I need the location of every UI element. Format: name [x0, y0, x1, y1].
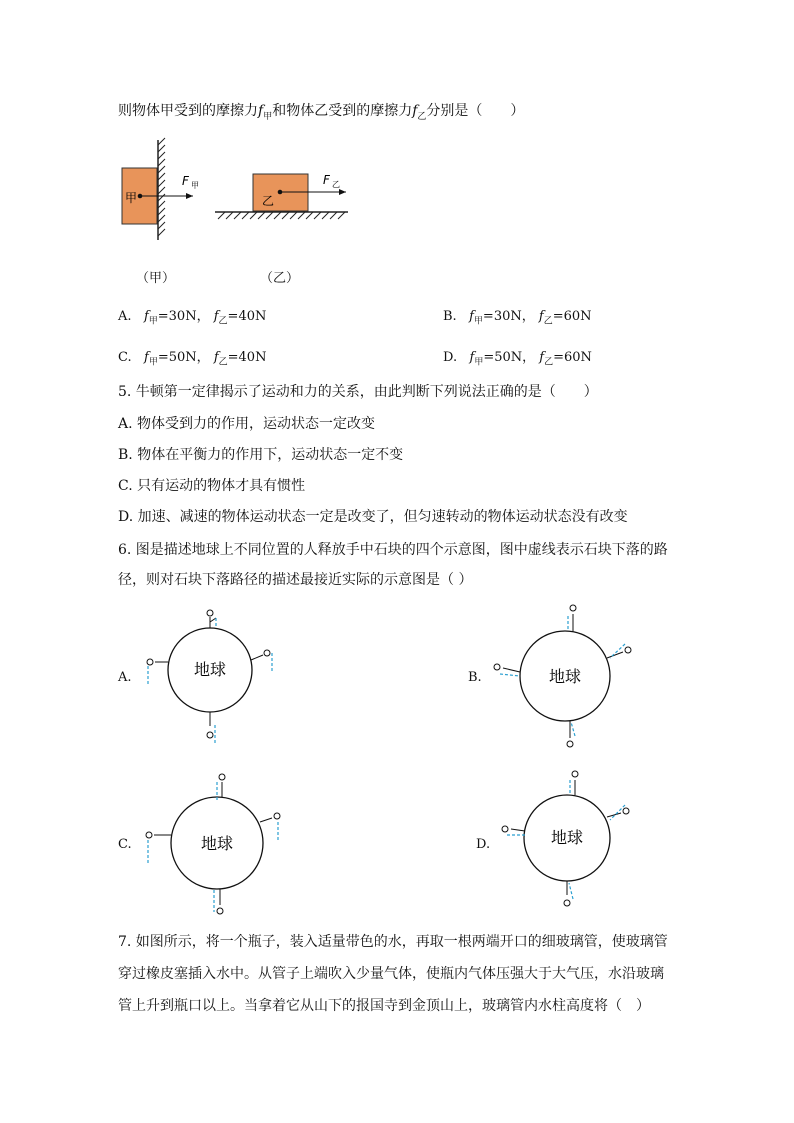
globe-diagram-a	[130, 600, 290, 750]
option-value-b: =40N	[227, 309, 267, 324]
option-label: A.	[118, 309, 132, 324]
q4-stem-part3: 分别是（ ）	[426, 103, 525, 119]
figure-yi	[215, 173, 348, 219]
person-bottom-c	[217, 889, 223, 914]
q4-stem-part1: 则物体甲受到的摩擦力	[118, 103, 258, 119]
globe-label-d: 地球	[550, 828, 584, 847]
q4-option-c[interactable]	[118, 346, 266, 368]
person-bottom-a	[207, 712, 213, 738]
globe-diagram-b	[485, 600, 645, 755]
sub-yi: 乙	[218, 316, 228, 327]
sub-yi: 乙	[543, 316, 553, 327]
block-yi-label: 乙	[262, 194, 275, 208]
sub-jia: 甲	[148, 357, 158, 368]
sub-jia: 甲	[263, 111, 273, 122]
force-label-jia: F	[182, 174, 189, 188]
path-right-d	[610, 805, 625, 820]
person-left-d	[502, 826, 525, 832]
q5-option-b[interactable]: B. 物体在平衡力的作用下，运动状态一定不变	[118, 447, 404, 463]
q6-option-a-label[interactable]: A.	[118, 670, 132, 685]
person-left-c	[146, 832, 171, 838]
q5-option-c[interactable]: C. 只有运动的物体才具有惯性	[118, 478, 306, 494]
f-symbol: f	[539, 350, 545, 365]
f-symbol: f	[144, 350, 149, 365]
person-top-a	[207, 610, 216, 628]
globe-label-a: 地球	[193, 660, 227, 679]
globe-label-b: 地球	[548, 667, 582, 686]
q4-stem-part2: 和物体乙受到的摩擦力	[272, 103, 413, 119]
q7-line2: 穿过橡皮塞插入水中。从管子上端吹入少量气体，使瓶内气体压强大于大气压，水沿玻璃	[118, 966, 664, 982]
q4-option-d[interactable]	[443, 346, 592, 368]
person-top-d	[572, 771, 578, 795]
f-symbol: f	[143, 309, 149, 324]
ground-hatch	[218, 212, 345, 219]
q7-line3: 管上升到瓶口以上。当拿着它从山下的报国寺到金顶山上，玻璃管内水柱高度将（ ）	[118, 998, 650, 1014]
person-top-c	[219, 774, 225, 797]
q4-option-b[interactable]	[443, 305, 592, 327]
option-label: B.	[443, 309, 457, 324]
option-value-b: =60N	[552, 309, 592, 324]
person-bottom-d	[564, 881, 570, 906]
f-symbol: f	[469, 309, 474, 324]
person-top-b	[570, 605, 576, 631]
f-symbol: f	[538, 309, 544, 324]
sub-jia: 甲	[473, 316, 483, 327]
f-symbol: f	[213, 350, 219, 365]
path-right-b	[610, 644, 625, 658]
f-symbol: f	[213, 309, 219, 324]
q6-stem-line2: 径，则对石块下落路径的描述最接近实际的示意图是（ ）	[118, 572, 473, 588]
figure-jia	[122, 138, 199, 240]
option-label: D.	[443, 350, 458, 365]
q6-option-b-label[interactable]: B.	[468, 670, 482, 685]
globe-label-c: 地球	[200, 834, 234, 853]
f-symbol: f	[258, 103, 264, 119]
q5-option-a[interactable]: A. 物体受到力的作用，运动状态一定改变	[118, 416, 376, 432]
force-sub-jia: 甲	[191, 181, 199, 190]
option-value-b: =60N	[553, 350, 592, 365]
caption-yi: （乙）	[260, 271, 300, 286]
block-jia-label: 甲	[125, 191, 138, 205]
q4-stem	[118, 101, 524, 127]
option-value-a: =30N，	[157, 309, 210, 324]
caption-jia: （甲）	[136, 271, 176, 286]
person-right-a	[251, 650, 270, 660]
person-left-a	[147, 659, 168, 665]
q6-option-c-label[interactable]: C.	[118, 837, 132, 852]
person-left-b	[494, 664, 520, 672]
globe-diagram-d	[495, 765, 645, 915]
sub-jia: 甲	[148, 316, 158, 327]
sub-jia: 甲	[474, 357, 484, 368]
person-right-b	[607, 647, 631, 658]
option-value-a: =50N，	[157, 350, 210, 365]
f-symbol: f	[469, 350, 475, 365]
person-right-c	[260, 813, 280, 822]
q5-stem: 5. 牛顿第一定律揭示了运动和力的关系，由此判断下列说法正确的是（ ）	[118, 384, 598, 400]
option-label: C.	[118, 350, 132, 365]
q7-line1: 7. 如图所示，将一个瓶子，装入适量带色的水，再取一根两端开口的细玻璃管，使玻璃管	[118, 934, 668, 950]
option-value-b: =40N	[227, 350, 267, 365]
globe-diagram-c	[132, 770, 292, 920]
sub-yi: 乙	[544, 357, 554, 368]
force-sub-yi: 乙	[332, 180, 340, 189]
q6-option-d-label[interactable]: D.	[476, 837, 491, 852]
path-bottom-b	[571, 722, 575, 736]
wall-hatch	[158, 138, 165, 236]
q6-stem-line1: 6. 图是描述地球上不同位置的人释放手中石块的四个示意图，图中虚线表示石块下落的路	[118, 542, 668, 558]
option-value-a: =30N，	[482, 309, 535, 324]
path-bottom-d	[569, 883, 573, 899]
q4-option-a[interactable]	[118, 305, 266, 327]
q5-option-d[interactable]: D. 加速、减速的物体运动状态一定是改变了，但匀速转动的物体运动状态没有改变	[118, 509, 628, 525]
option-value-a: =50N，	[483, 350, 536, 365]
f-symbol: f	[412, 103, 418, 119]
force-label-yi: F	[323, 173, 330, 187]
path-left-b	[500, 674, 520, 676]
sub-yi: 乙	[417, 111, 427, 122]
sub-yi: 乙	[218, 357, 228, 368]
